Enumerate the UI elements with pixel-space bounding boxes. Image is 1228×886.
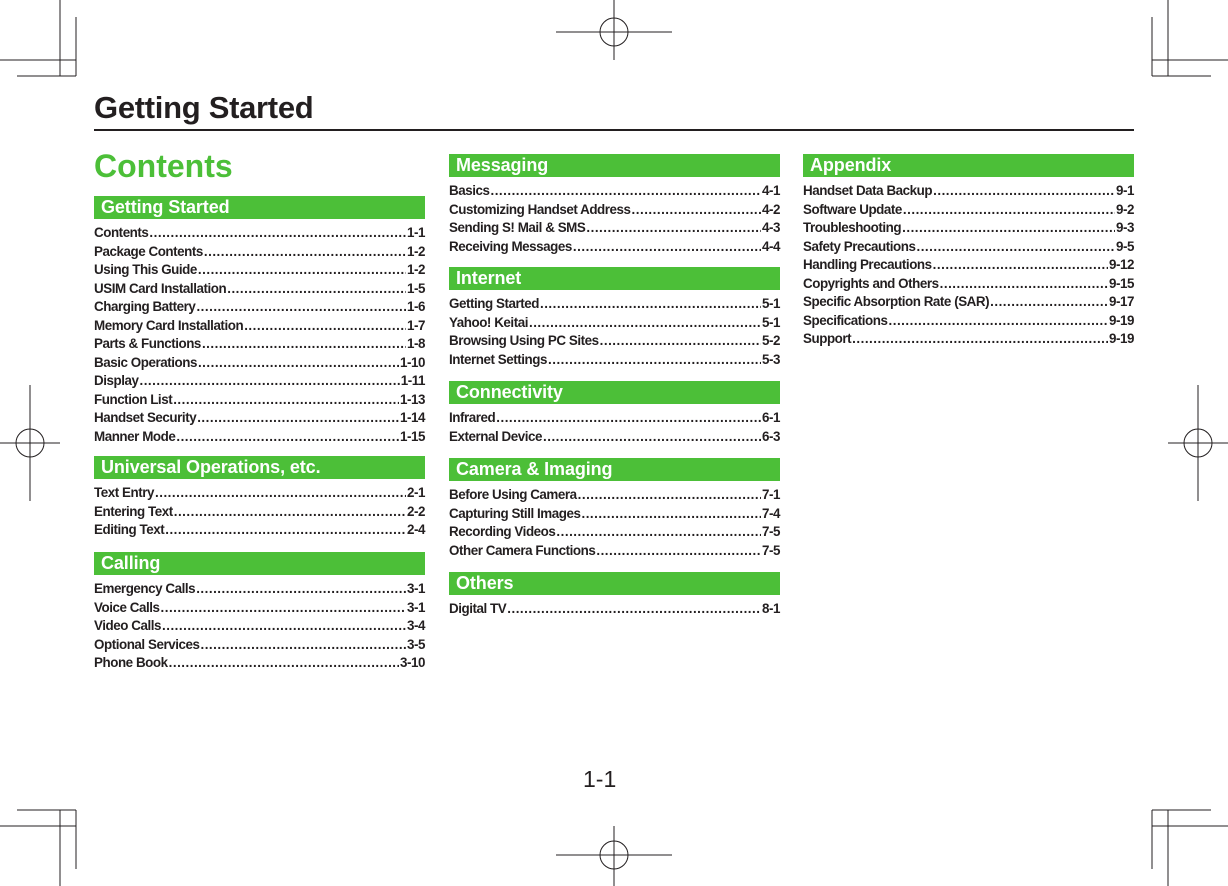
entry-label: USIM Card Installation — [94, 280, 227, 296]
entry-label: Video Calls — [94, 618, 161, 633]
toc-entry[interactable] — [94, 484, 425, 503]
entry-page: 6-1 — [761, 410, 780, 425]
toc-entry[interactable] — [94, 354, 425, 373]
dot-leader — [933, 256, 1108, 275]
entry-page: 1-11 — [400, 373, 425, 388]
entry-list — [449, 295, 780, 369]
toc-section — [94, 552, 425, 673]
toc-entry[interactable] — [803, 330, 1134, 349]
entry-page: 7-4 — [761, 505, 780, 521]
dot-leader — [169, 654, 399, 673]
dot-leader — [162, 617, 406, 636]
entry-label: Receiving Messages — [449, 238, 572, 254]
entry-page: 9-19 — [1108, 331, 1134, 346]
toc-entry[interactable] — [449, 523, 780, 542]
toc-entry[interactable] — [449, 314, 780, 333]
entry-page: 5-1 — [761, 314, 780, 330]
entry-label: Manner Mode — [94, 428, 176, 444]
toc-entry[interactable] — [94, 391, 425, 410]
entry-label: Charging Battery — [94, 299, 196, 314]
entry-label: External Device — [449, 428, 542, 444]
entry-label: Capturing Still Images — [449, 505, 581, 521]
entry-label: Basic Operations — [94, 354, 197, 370]
entry-page: 1-8 — [406, 336, 425, 351]
entry-label: Handset Security — [94, 410, 197, 425]
dot-leader — [578, 486, 761, 505]
entry-list — [449, 409, 780, 446]
entry-label: Specifications — [803, 312, 888, 328]
entry-label: Getting Started — [449, 296, 539, 311]
dot-leader — [176, 428, 399, 447]
entry-page: 5-3 — [761, 351, 780, 367]
entry-page: 4-3 — [761, 220, 780, 235]
page-title: Getting Started — [94, 90, 314, 125]
entry-list — [449, 600, 780, 619]
dot-leader — [581, 505, 761, 524]
entry-page: 4-4 — [761, 238, 780, 254]
entry-label: Memory Card Installation — [94, 317, 244, 333]
toc-entry[interactable] — [94, 280, 425, 299]
entry-page: 2-1 — [406, 485, 425, 500]
dot-leader — [139, 372, 399, 391]
dot-leader — [903, 201, 1115, 220]
toc-section — [449, 572, 780, 619]
toc-entry[interactable] — [94, 636, 425, 655]
dot-leader — [227, 280, 406, 299]
entry-page: 7-1 — [761, 487, 780, 502]
toc-entry[interactable] — [449, 332, 780, 351]
section-header: Internet — [449, 267, 780, 290]
toc-entry[interactable] — [449, 219, 780, 238]
dot-leader — [507, 600, 761, 619]
entry-label: Customizing Handset Address — [449, 201, 631, 217]
dot-leader — [490, 182, 761, 201]
dot-leader — [198, 354, 399, 373]
entry-page: 1-1 — [406, 225, 425, 240]
toc-entry[interactable] — [449, 182, 780, 201]
toc-entry[interactable] — [803, 256, 1134, 275]
entry-label: Editing Text — [94, 522, 165, 537]
entry-page: 7-5 — [761, 542, 780, 558]
toc-section — [803, 154, 1134, 349]
toc-entry[interactable] — [803, 201, 1134, 220]
dot-leader — [173, 391, 399, 410]
dot-leader — [196, 580, 406, 599]
section-header: Universal Operations, etc. — [94, 456, 425, 479]
toc-entry[interactable] — [94, 298, 425, 317]
entry-label: Phone Book — [94, 655, 168, 670]
dot-leader — [204, 243, 406, 262]
entry-label: Handling Precautions — [803, 257, 932, 272]
entry-page: 9-12 — [1108, 257, 1134, 272]
entry-label: Browsing Using PC Sites — [449, 333, 599, 348]
section-header: Camera & Imaging — [449, 458, 780, 481]
title-rule — [94, 129, 1134, 131]
entry-label: Basics — [449, 183, 490, 198]
entry-page: 9-2 — [1115, 201, 1134, 217]
dot-leader — [496, 409, 761, 428]
toc-entry[interactable] — [94, 372, 425, 391]
toc-entry[interactable] — [94, 224, 425, 243]
entry-label: Sending S! Mail & SMS — [449, 220, 586, 235]
toc-entry[interactable] — [803, 238, 1134, 257]
entry-label: Recording Videos — [449, 524, 556, 539]
toc-entry[interactable] — [94, 503, 425, 522]
section-header: Others — [449, 572, 780, 595]
entry-label: Before Using Camera — [449, 487, 577, 502]
toc-entry[interactable] — [94, 261, 425, 280]
entry-page: 9-19 — [1108, 312, 1134, 328]
toc-entry[interactable] — [94, 243, 425, 262]
entry-label: Internet Settings — [449, 351, 547, 367]
section-header: Getting Started — [94, 196, 425, 219]
entry-label: Display — [94, 373, 139, 388]
toc-entry[interactable] — [94, 654, 425, 673]
entry-label: Entering Text — [94, 503, 173, 519]
dot-leader — [155, 484, 406, 503]
page-number: 1-1 — [583, 766, 617, 792]
entry-label: Handset Data Backup — [803, 183, 933, 198]
toc-entry[interactable] — [449, 295, 780, 314]
entry-list — [94, 580, 425, 673]
toc-entry[interactable] — [94, 409, 425, 428]
entry-label: Software Update — [803, 201, 902, 217]
dot-leader — [940, 275, 1108, 294]
toc-entry[interactable] — [449, 351, 780, 370]
dot-leader — [889, 312, 1108, 331]
entry-page: 1-15 — [399, 428, 425, 444]
entry-list — [449, 182, 780, 256]
dot-leader — [161, 599, 406, 618]
entry-page: 1-10 — [399, 354, 425, 370]
entry-page: 9-3 — [1115, 220, 1134, 235]
toc-entry[interactable] — [449, 428, 780, 447]
entry-page: 1-7 — [406, 317, 425, 333]
entry-label: Other Camera Functions — [449, 542, 596, 558]
entry-label: Specific Absorption Rate (SAR) — [803, 294, 990, 309]
toc-entry[interactable] — [449, 409, 780, 428]
toc-entry[interactable] — [94, 335, 425, 354]
toc-section — [94, 196, 425, 446]
dot-leader — [149, 224, 406, 243]
entry-label: Optional Services — [94, 636, 200, 652]
entry-page: 6-3 — [761, 428, 780, 444]
entry-label: Package Contents — [94, 243, 203, 259]
entry-page: 5-1 — [761, 296, 780, 311]
dot-leader — [902, 219, 1115, 238]
toc-entry[interactable] — [94, 599, 425, 618]
dot-leader — [198, 261, 406, 280]
dot-leader — [197, 409, 399, 428]
entry-label: Parts & Functions — [94, 336, 201, 351]
toc-entry[interactable] — [449, 542, 780, 561]
entry-page: 9-17 — [1108, 294, 1134, 309]
section-header: Appendix — [803, 154, 1134, 177]
section-header: Calling — [94, 552, 425, 575]
entry-page: 7-5 — [761, 524, 780, 539]
entry-page: 3-10 — [399, 655, 425, 670]
entry-list — [449, 486, 780, 560]
dot-leader — [596, 542, 761, 561]
toc-entry[interactable] — [803, 275, 1134, 294]
toc-entry[interactable] — [94, 317, 425, 336]
entry-page: 1-14 — [399, 410, 425, 425]
entry-label: Contents — [94, 225, 149, 240]
dot-leader — [196, 298, 406, 317]
entry-page: 4-2 — [761, 201, 780, 217]
entry-page: 9-15 — [1108, 275, 1134, 291]
dot-leader — [852, 330, 1108, 349]
entry-label: Text Entry — [94, 485, 154, 500]
entry-page: 1-2 — [406, 262, 425, 277]
dot-leader — [632, 201, 761, 220]
toc-entry[interactable] — [94, 617, 425, 636]
toc-entry[interactable] — [803, 312, 1134, 331]
dot-leader — [573, 238, 761, 257]
toc-entry[interactable] — [449, 238, 780, 257]
dot-leader — [586, 219, 761, 238]
entry-page: 1-6 — [406, 299, 425, 314]
dot-leader — [916, 238, 1115, 257]
entry-page: 5-2 — [761, 333, 780, 348]
dot-leader — [202, 335, 406, 354]
toc-entry[interactable] — [94, 580, 425, 599]
entry-page: 3-1 — [406, 599, 425, 615]
entry-label: Voice Calls — [94, 599, 160, 615]
toc-section — [449, 381, 780, 446]
dot-leader — [990, 293, 1108, 312]
dot-leader — [600, 332, 761, 351]
entry-label: Troubleshooting — [803, 220, 902, 235]
toc-section — [94, 456, 425, 540]
entry-label: Emergency Calls — [94, 581, 196, 596]
toc-section — [449, 267, 780, 369]
toc-entry[interactable] — [449, 505, 780, 524]
entry-page: 1-2 — [406, 243, 425, 259]
entry-label: Function List — [94, 391, 173, 407]
entry-page: 9-5 — [1115, 238, 1134, 254]
contents-heading: Contents — [94, 148, 233, 184]
entry-page: 3-4 — [406, 618, 425, 633]
toc-section — [449, 154, 780, 256]
toc-entry[interactable] — [803, 182, 1134, 201]
entry-label: Digital TV — [449, 601, 507, 616]
entry-page: 9-1 — [1115, 183, 1134, 198]
entry-page: 4-1 — [761, 183, 780, 198]
toc-entry[interactable] — [449, 201, 780, 220]
entry-page: 2-2 — [406, 503, 425, 519]
entry-page: 1-13 — [399, 391, 425, 407]
entry-list — [803, 182, 1134, 349]
toc-entry[interactable] — [94, 428, 425, 447]
toc-entry[interactable] — [803, 293, 1134, 312]
entry-label: Yahoo! Keitai — [449, 314, 528, 330]
entry-list — [94, 484, 425, 540]
entry-list — [94, 224, 425, 446]
toc-entry[interactable] — [449, 600, 780, 619]
dot-leader — [200, 636, 406, 655]
dot-leader — [165, 521, 406, 540]
section-header: Messaging — [449, 154, 780, 177]
entry-label: Safety Precautions — [803, 238, 916, 254]
dot-leader — [543, 428, 761, 447]
entry-page: 1-5 — [406, 280, 425, 296]
dot-leader — [174, 503, 406, 522]
entry-page: 3-1 — [406, 581, 425, 596]
entry-label: Copyrights and Others — [803, 275, 939, 291]
entry-label: Support — [803, 331, 852, 346]
dot-leader — [556, 523, 761, 542]
dot-leader — [540, 295, 761, 314]
toc-section — [449, 458, 780, 560]
toc-entry[interactable] — [449, 486, 780, 505]
toc-entry[interactable] — [94, 521, 425, 540]
entry-page: 8-1 — [761, 601, 780, 616]
entry-label: Infrared — [449, 410, 496, 425]
entry-label: Using This Guide — [94, 262, 197, 277]
dot-leader — [933, 182, 1115, 201]
dot-leader — [244, 317, 406, 336]
section-header: Connectivity — [449, 381, 780, 404]
dot-leader — [548, 351, 761, 370]
dot-leader — [529, 314, 761, 333]
toc-entry[interactable] — [803, 219, 1134, 238]
entry-page: 2-4 — [406, 522, 425, 537]
entry-page: 3-5 — [406, 636, 425, 652]
